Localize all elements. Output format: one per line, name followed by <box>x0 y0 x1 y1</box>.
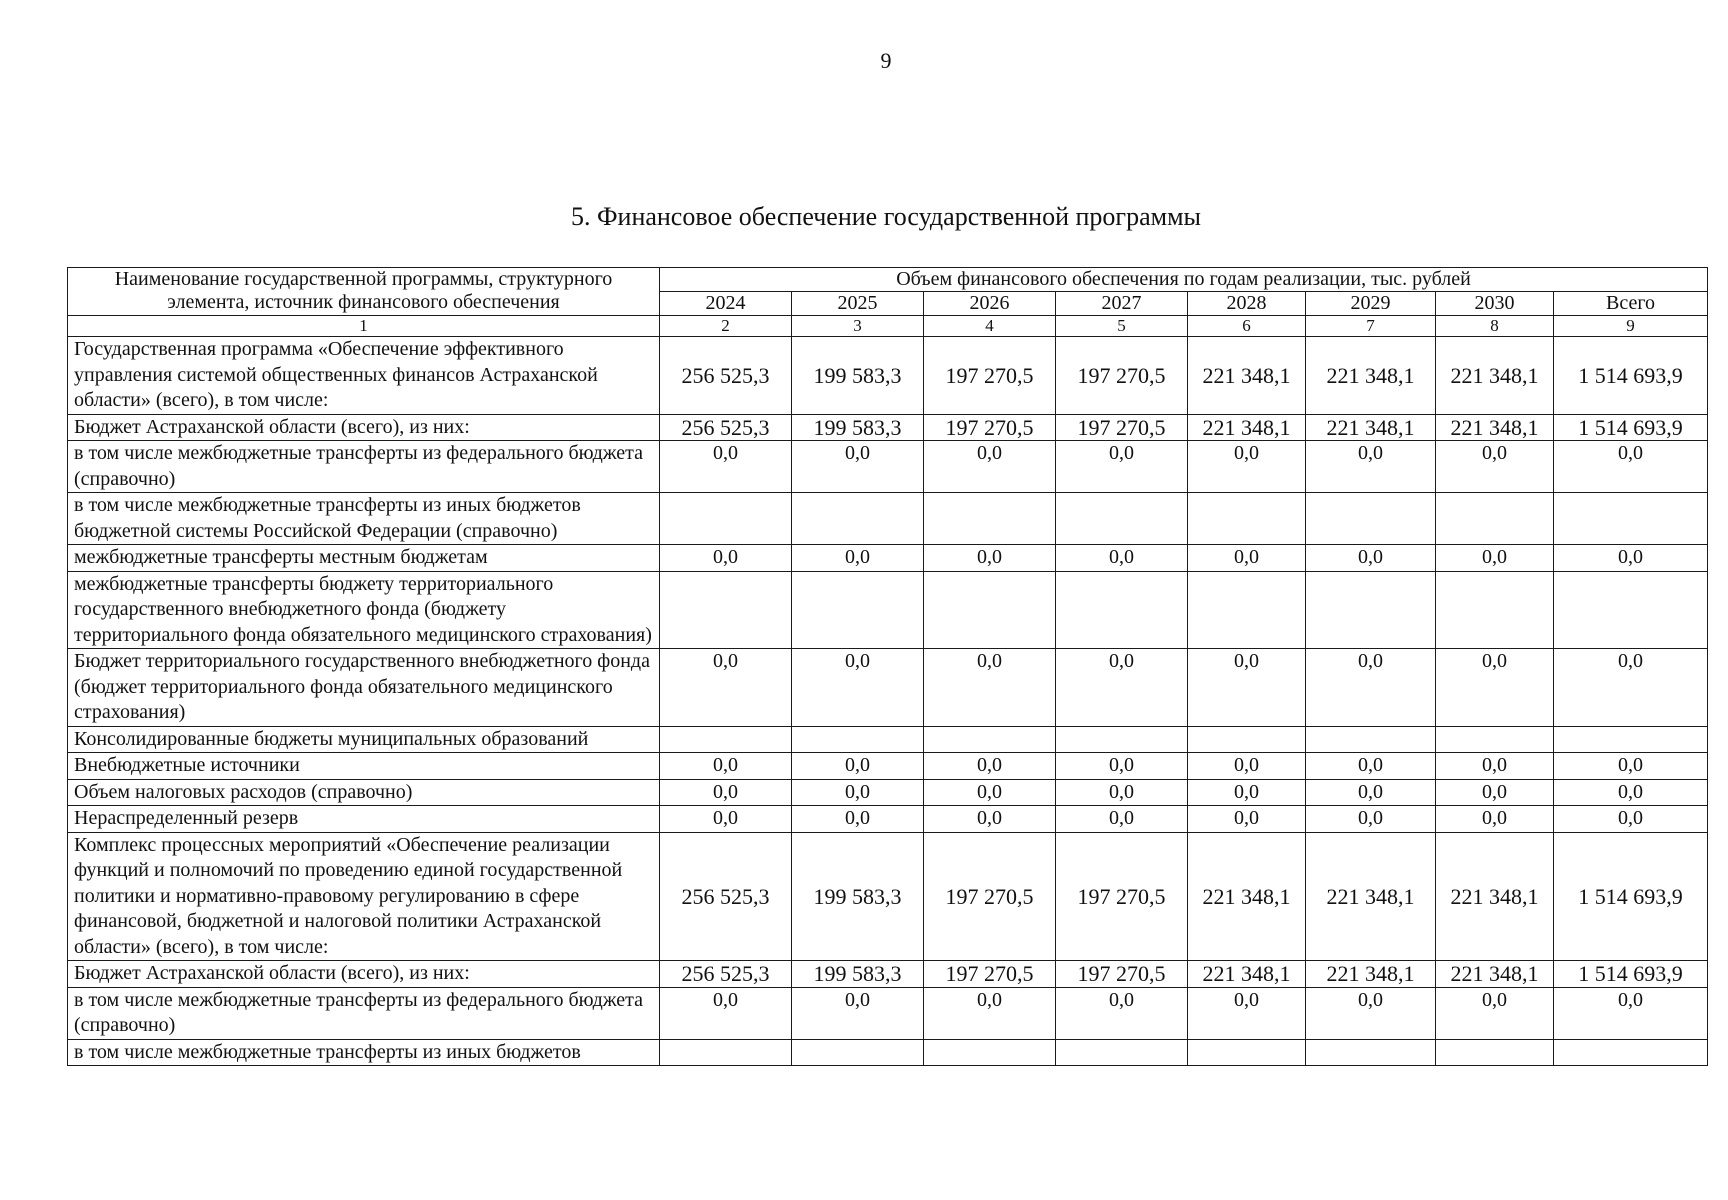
row-value: 221 348,1 <box>1188 414 1306 441</box>
row-value: 1 514 693,9 <box>1554 414 1708 441</box>
row-value: 197 270,5 <box>1056 961 1188 988</box>
row-value: 197 270,5 <box>924 832 1056 961</box>
row-value: 221 348,1 <box>1436 337 1554 415</box>
table-row <box>68 1039 1708 1066</box>
row-value: 199 583,3 <box>792 832 924 961</box>
row-value: 256 525,3 <box>660 414 792 441</box>
row-name: Бюджет Астраханской области (всего), из них: <box>68 414 660 441</box>
row-value: 0,0 <box>1188 545 1306 572</box>
row-value: 197 270,5 <box>924 414 1056 441</box>
row-value: 0,0 <box>1554 987 1708 1039</box>
row-value: 0,0 <box>1436 806 1554 833</box>
row-value: 0,0 <box>1306 545 1436 572</box>
row-name: Комплекс процессных мероприятий «Обеспечение реализации функций и полномочий по проведению единой государственной политики и нормативно-правовому регулированию в сфере финансовой, бюджетной и налоговой политики Астраханской области» (всего), в том числе: <box>68 832 660 961</box>
row-value: 0,0 <box>1306 441 1436 493</box>
row-value: 0,0 <box>1306 779 1436 806</box>
row-value: 197 270,5 <box>924 337 1056 415</box>
table-row <box>68 337 1708 415</box>
year-header: 2027 <box>1056 292 1188 316</box>
table-row <box>68 493 1708 545</box>
row-value: 0,0 <box>1306 753 1436 780</box>
row-value: 0,0 <box>660 806 792 833</box>
row-value <box>1188 571 1306 649</box>
row-value <box>1306 493 1436 545</box>
row-value: 0,0 <box>792 779 924 806</box>
table-row <box>68 987 1708 1039</box>
row-value: 0,0 <box>1056 545 1188 572</box>
row-value: 221 348,1 <box>1436 832 1554 961</box>
row-value: 0,0 <box>924 753 1056 780</box>
row-value: 197 270,5 <box>1056 337 1188 415</box>
row-value: 0,0 <box>1056 753 1188 780</box>
year-header: 2025 <box>792 292 924 316</box>
row-value <box>792 1039 924 1066</box>
row-value: 1 514 693,9 <box>1554 337 1708 415</box>
row-value: 0,0 <box>1188 806 1306 833</box>
row-value: 0,0 <box>1436 545 1554 572</box>
row-value: 256 525,3 <box>660 961 792 988</box>
row-name: в том числе межбюджетные трансферты из федерального бюджета (справочно) <box>68 987 660 1039</box>
row-value: 0,0 <box>1436 441 1554 493</box>
row-value: 0,0 <box>924 545 1056 572</box>
row-value <box>924 493 1056 545</box>
table-row <box>68 545 1708 572</box>
row-value: 0,0 <box>1188 441 1306 493</box>
row-value <box>660 726 792 753</box>
row-value: 0,0 <box>924 441 1056 493</box>
row-value: 199 583,3 <box>792 414 924 441</box>
row-name: в том числе межбюджетные трансферты из иных бюджетов <box>68 1039 660 1066</box>
row-value: 0,0 <box>924 649 1056 727</box>
row-value: 0,0 <box>792 987 924 1039</box>
column-number: 2 <box>660 316 792 337</box>
column-number: 9 <box>1554 316 1708 337</box>
row-name: Государственная программа «Обеспечение эффективного управления системой общественных финансов Астраханской области» (всего), в том числе: <box>68 337 660 415</box>
row-value <box>1436 571 1554 649</box>
row-value: 1 514 693,9 <box>1554 832 1708 961</box>
year-header: 2028 <box>1188 292 1306 316</box>
row-value: 221 348,1 <box>1306 961 1436 988</box>
row-value: 0,0 <box>1056 987 1188 1039</box>
row-value: 1 514 693,9 <box>1554 961 1708 988</box>
row-value: 0,0 <box>660 545 792 572</box>
column-number: 5 <box>1056 316 1188 337</box>
column-number: 1 <box>68 316 660 337</box>
row-value <box>792 726 924 753</box>
row-value: 221 348,1 <box>1306 337 1436 415</box>
row-value <box>1554 571 1708 649</box>
column-number: 7 <box>1306 316 1436 337</box>
row-value: 199 583,3 <box>792 337 924 415</box>
row-value: 0,0 <box>1306 806 1436 833</box>
row-value <box>792 571 924 649</box>
financing-table <box>67 267 1708 1066</box>
table-row <box>68 806 1708 833</box>
row-value: 0,0 <box>1554 545 1708 572</box>
row-name: межбюджетные трансферты местным бюджетам <box>68 545 660 572</box>
row-value <box>660 571 792 649</box>
table-row <box>68 726 1708 753</box>
row-value: 0,0 <box>660 441 792 493</box>
row-value: 0,0 <box>1436 987 1554 1039</box>
column-number: 8 <box>1436 316 1554 337</box>
row-value <box>792 493 924 545</box>
table-row <box>68 571 1708 649</box>
row-value <box>1554 1039 1708 1066</box>
row-value: 256 525,3 <box>660 832 792 961</box>
column-number: 3 <box>792 316 924 337</box>
row-value: 0,0 <box>1436 753 1554 780</box>
row-value: 197 270,5 <box>1056 414 1188 441</box>
column-number: 4 <box>924 316 1056 337</box>
row-value <box>1188 493 1306 545</box>
row-name: в том числе межбюджетные трансферты из федерального бюджета (справочно) <box>68 441 660 493</box>
row-value: 221 348,1 <box>1188 961 1306 988</box>
row-value <box>1306 726 1436 753</box>
row-value: 0,0 <box>660 753 792 780</box>
row-value: 0,0 <box>1306 649 1436 727</box>
year-header: 2024 <box>660 292 792 316</box>
row-value <box>924 1039 1056 1066</box>
row-value <box>1188 726 1306 753</box>
row-value <box>1056 571 1188 649</box>
row-value: 0,0 <box>1188 753 1306 780</box>
row-value <box>1436 493 1554 545</box>
row-value: 0,0 <box>1056 649 1188 727</box>
table-row <box>68 779 1708 806</box>
row-value: 0,0 <box>1188 779 1306 806</box>
row-name: в том числе межбюджетные трансферты из иных бюджетов бюджетной системы Российской Федерации (справочно) <box>68 493 660 545</box>
row-value <box>1306 571 1436 649</box>
row-value: 0,0 <box>1188 649 1306 727</box>
row-value <box>660 1039 792 1066</box>
year-header: 2026 <box>924 292 1056 316</box>
row-value: 256 525,3 <box>660 337 792 415</box>
row-value <box>1436 1039 1554 1066</box>
row-value <box>1188 1039 1306 1066</box>
row-value <box>1554 726 1708 753</box>
row-value: 0,0 <box>1554 441 1708 493</box>
row-value <box>660 493 792 545</box>
row-value <box>1056 493 1188 545</box>
row-value: 199 583,3 <box>792 961 924 988</box>
section-title: 5. Финансовое обеспечение государственной программы <box>570 202 1202 231</box>
row-value <box>1554 493 1708 545</box>
table-row <box>68 649 1708 727</box>
row-value <box>1056 1039 1188 1066</box>
row-value: 0,0 <box>1554 649 1708 727</box>
row-value: 0,0 <box>792 649 924 727</box>
row-value: 221 348,1 <box>1306 414 1436 441</box>
row-value: 221 348,1 <box>1436 961 1554 988</box>
row-value: 0,0 <box>924 987 1056 1039</box>
row-value: 0,0 <box>1056 441 1188 493</box>
row-value <box>1056 726 1188 753</box>
year-header: 2029 <box>1306 292 1436 316</box>
name-column-header: Наименование государственной программы, структурного элемента, источник финансового обеспечения <box>68 268 660 316</box>
row-name: Бюджет территориального государственного внебюджетного фонда (бюджет территориального фонда обязательного медицинского страхования) <box>68 649 660 727</box>
row-value: 0,0 <box>1188 987 1306 1039</box>
row-name: Бюджет Астраханской области (всего), из них: <box>68 961 660 988</box>
row-value: 221 348,1 <box>1188 832 1306 961</box>
row-value <box>1436 726 1554 753</box>
row-value: 197 270,5 <box>1056 832 1188 961</box>
row-name: Объем налоговых расходов (справочно) <box>68 779 660 806</box>
table-row <box>68 961 1708 988</box>
row-value: 0,0 <box>792 441 924 493</box>
row-value: 0,0 <box>1554 779 1708 806</box>
row-value: 221 348,1 <box>1188 337 1306 415</box>
row-name: межбюджетные трансферты бюджету территориального государственного внебюджетного фонда (бюджету территориального фонда обязательного медицинского страхования) <box>68 571 660 649</box>
row-value: 197 270,5 <box>924 961 1056 988</box>
row-value: 0,0 <box>924 806 1056 833</box>
row-name: Внебюджетные источники <box>68 753 660 780</box>
page-number: 9 <box>880 48 892 73</box>
table-row <box>68 414 1708 441</box>
funding-group-header: Объем финансового обеспечения по годам реализации, тыс. рублей <box>660 268 1708 292</box>
row-value: 221 348,1 <box>1436 414 1554 441</box>
row-value: 0,0 <box>1056 779 1188 806</box>
row-value <box>1306 1039 1436 1066</box>
row-name: Нераспределенный резерв <box>68 806 660 833</box>
column-number: 6 <box>1188 316 1306 337</box>
row-value: 0,0 <box>792 753 924 780</box>
row-value <box>924 571 1056 649</box>
year-header: 2030 <box>1436 292 1554 316</box>
table-row <box>68 832 1708 961</box>
row-value: 0,0 <box>660 649 792 727</box>
row-value <box>924 726 1056 753</box>
row-value: 0,0 <box>1436 779 1554 806</box>
table-row <box>68 441 1708 493</box>
row-value: 0,0 <box>792 806 924 833</box>
row-value: 0,0 <box>1554 806 1708 833</box>
row-value: 0,0 <box>1436 649 1554 727</box>
row-name: Консолидированные бюджеты муниципальных образований <box>68 726 660 753</box>
row-value: 0,0 <box>792 545 924 572</box>
row-value: 0,0 <box>660 987 792 1039</box>
row-value: 0,0 <box>1306 987 1436 1039</box>
row-value: 0,0 <box>1056 806 1188 833</box>
row-value: 0,0 <box>660 779 792 806</box>
row-value: 0,0 <box>924 779 1056 806</box>
row-value: 221 348,1 <box>1306 832 1436 961</box>
row-value: 0,0 <box>1554 753 1708 780</box>
year-header: Всего <box>1554 292 1708 316</box>
table-row <box>68 753 1708 780</box>
